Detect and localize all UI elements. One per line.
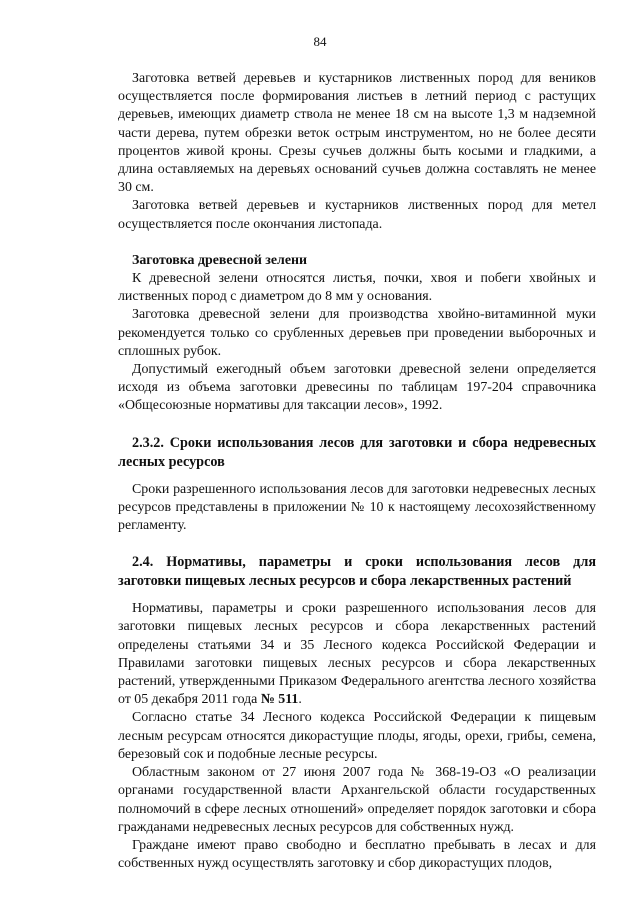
paragraph-citizens-rights: Граждане имеют право свободно и бесплатно пребывать в лесах и для собственных нужд осуществлять заготовку и сбор дикорастущих плодов, [118,837,596,872]
paragraph-branches-brooms-timing: Заготовка ветвей деревьев и кустарников лиственных пород для метел осуществляется после окончания листопада. [118,198,596,232]
page-number: 84 [313,34,327,49]
paragraph-branches-brooms: Заготовка ветвей деревьев и кустарников лиственных пород для веников осуществляется после формирования листьев в летний период с растущих деревьев, имеющих диаметр ствола не менее 18 см на высоте 1,3 м надземной части дерева, путем обрезки веток острым инструментом, но не более десяти процентов живой кроны. Срезы сучьев должны быть косыми и гладкими, а длина оставляемых на деревьях оснований сучьев должна составлять не менее 30 см. [118,71,596,196]
paragraph-green-recommendation: Заготовка древесной зелени для производства хвойно-витаминной муки рекомендуется только со срубленных деревьев при проведении выборочных и сплошных рубок. [118,307,596,359]
heading-section-2-4: 2.4. Нормативы, параметры и сроки использования лесов для заготовки пищевых лесных ресурсов и сбора лекарственных растений [118,554,596,590]
paragraph-norms-text: Нормативы, параметры и сроки разрешенного использования лесов для заготовки пищевых лесных ресурсов и сбора лекарственных растений определены статьями 34 и 35 Лесного кодекса Российской Федерации и Правилами заготовки пищевых лесных ресурсов и сбора лекарственных растений, утвержденными Приказом Федерального агентства лесного хозяйства от 05 декабря 2011 года [118,601,596,708]
heading-section-2-3-2: 2.3.2. Сроки использования лесов для заготовки и сбора недревесных лесных ресурсов [118,434,596,470]
order-number: № 511 [260,692,299,708]
paragraph-green-definition: К древесной зелени относятся листья, почки, хвоя и побеги хвойных и лиственных пород с диаметром до 8 мм у основания. [118,271,596,305]
heading-green-wood: Заготовка древесной зелени [132,252,308,268]
paragraph-article-34: Согласно статье 34 Лесного кодекса Российской Федерации к пищевым лесным ресурсам относятся дикорастущие плоды, ягоды, орехи, грибы, семена, березовый сок и подобные лесные ресурсы. [118,710,596,762]
paragraph-norms [118,600,596,709]
paragraph-section-2-3-2: Сроки разрешенного использования лесов для заготовки недревесных лесных ресурсов представлены в приложении № 10 к настоящему лесохозяйственному регламенту. [118,481,596,534]
page-content [118,70,596,873]
paragraph-norms-end: . [298,692,302,708]
paragraph-green-volume: Допустимый ежегодный объем заготовки древесной зелени определяется исходя из объема заготовки древесины по таблицам 197-204 справочника «Общесоюзные нормативы для таксации лесов», 1992. [118,362,596,414]
paragraph-regional-law: Областным законом от 27 июня 2007 года № 368-19-ОЗ «О реализации органами государственной власти Архангельской области государственных полномочий в сфере лесных отношений» определяет порядок заготовки и сбора гражданами недревесных лесных ресурсов для собственных нужд. [118,765,596,835]
